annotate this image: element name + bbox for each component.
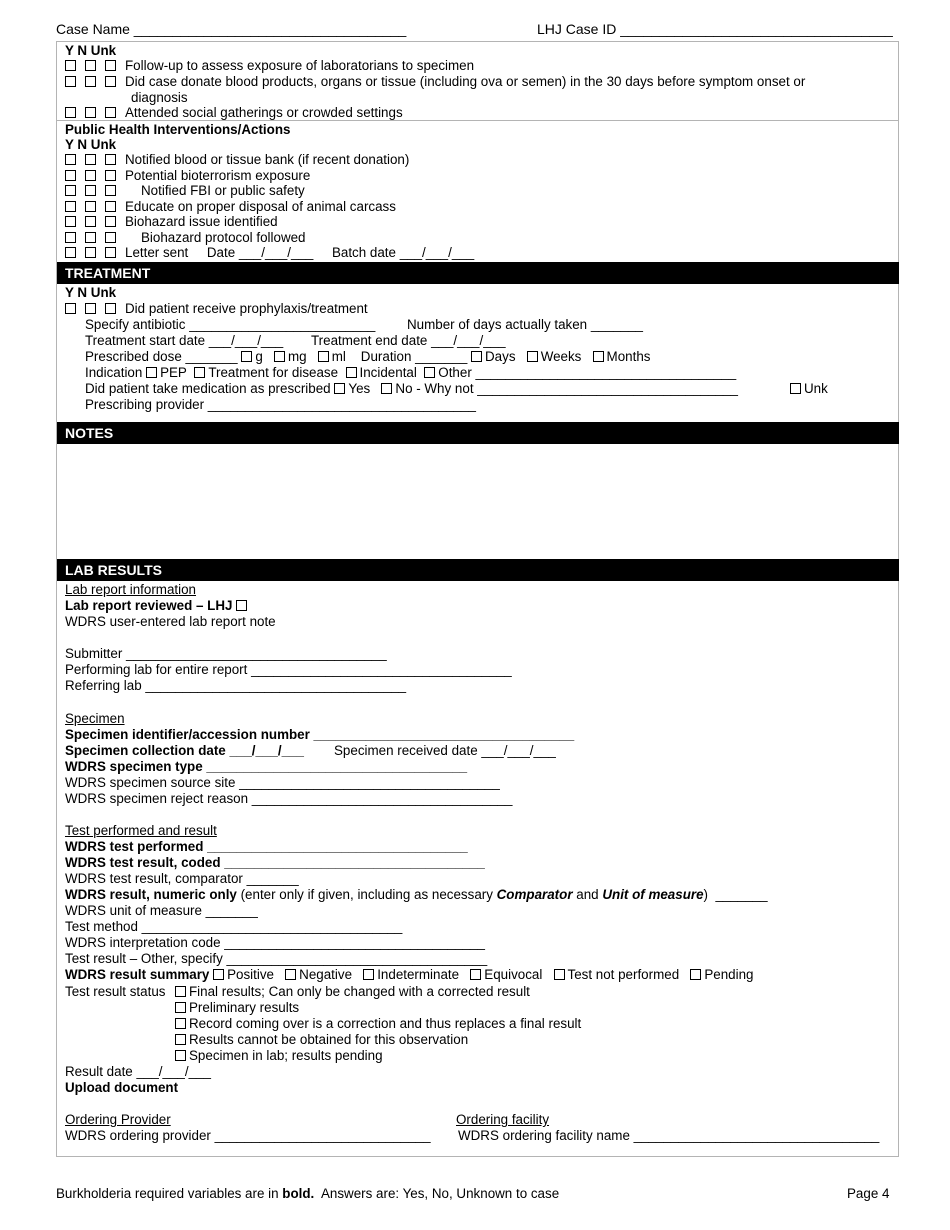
exposure-label: Follow-up to assess exposure of laboratorians to specimen bbox=[125, 58, 475, 73]
checkbox-unk[interactable] bbox=[105, 247, 116, 258]
numeric-and: and bbox=[572, 887, 603, 902]
ynu-header: Y N Unk bbox=[65, 137, 117, 152]
intervention-label: Letter sent Date ___/___/___ Batch date ___/___/___ bbox=[125, 245, 475, 260]
intervention-label: Notified blood or tissue bank (if recent donation) bbox=[125, 152, 410, 167]
status-option-row bbox=[175, 1000, 299, 1016]
checkbox-y[interactable] bbox=[65, 107, 76, 118]
status-option-label: Preliminary results bbox=[189, 1000, 300, 1015]
exposure-row-lab-followup bbox=[65, 58, 474, 74]
summary-not-performed-checkbox[interactable] bbox=[554, 969, 565, 980]
months-label: Months bbox=[606, 349, 651, 364]
lab-report-reviewed-checkbox[interactable] bbox=[236, 600, 247, 611]
ordering-provider-field[interactable]: WDRS ordering provider _____________________________ bbox=[65, 1128, 431, 1143]
summary-option: Positive bbox=[227, 967, 274, 982]
specify-antibiotic-field[interactable]: Specify antibiotic _________________________ bbox=[85, 317, 376, 332]
checkbox-y[interactable] bbox=[65, 154, 76, 165]
case-name-field[interactable]: Case Name ___________________________________ bbox=[56, 21, 407, 37]
checkbox-y[interactable] bbox=[65, 303, 76, 314]
lhj-case-id-field[interactable]: LHJ Case ID ___________________________________ bbox=[537, 21, 893, 37]
unit-ml-checkbox[interactable] bbox=[318, 351, 329, 362]
summary-option: Negative bbox=[299, 967, 353, 982]
referring-lab-field[interactable]: Referring lab ___________________________________ bbox=[65, 678, 407, 693]
treatment-for-disease-checkbox[interactable] bbox=[194, 367, 205, 378]
exposure-label-continued: diagnosis bbox=[131, 90, 188, 105]
summary-option: Test not performed bbox=[567, 967, 680, 982]
footer-note-bold: bold. bbox=[282, 1186, 315, 1201]
unit-of-measure-field[interactable]: WDRS unit of measure _______ bbox=[65, 903, 258, 918]
pep-label: PEP bbox=[160, 365, 187, 380]
unit-mg-checkbox[interactable] bbox=[274, 351, 285, 362]
accession-number-field[interactable]: Specimen identifier/accession number ___________________________________ bbox=[65, 727, 575, 742]
test-performed-field[interactable]: WDRS test performed ___________________________________ bbox=[65, 839, 468, 854]
checkbox-y[interactable] bbox=[65, 170, 76, 181]
lab-report-reviewed-label: Lab report reviewed – LHJ bbox=[65, 598, 233, 613]
intervention-label: Biohazard issue identified bbox=[125, 214, 278, 229]
intervention-row bbox=[65, 214, 278, 230]
checkbox-unk[interactable] bbox=[105, 170, 116, 181]
status-option-row bbox=[175, 1032, 468, 1048]
specimen-source-site-field[interactable]: WDRS specimen source site ___________________________________ bbox=[65, 775, 500, 790]
unit-mg-label: mg bbox=[287, 349, 307, 364]
checkbox-n[interactable] bbox=[85, 201, 96, 212]
footer-note-b: Answers are: Yes, No, Unknown to case bbox=[314, 1186, 560, 1201]
status-option-row bbox=[175, 1048, 383, 1064]
intervention-row bbox=[65, 183, 305, 199]
indication-label: Indication bbox=[85, 365, 143, 380]
status-checkbox[interactable] bbox=[175, 1050, 186, 1061]
intervention-row bbox=[65, 230, 306, 246]
performing-lab-field[interactable]: Performing lab for entire report ___________________________________ bbox=[65, 662, 512, 677]
pep-checkbox[interactable] bbox=[146, 367, 157, 378]
lab-report-reviewed-row bbox=[65, 598, 250, 614]
status-checkbox[interactable] bbox=[175, 1018, 186, 1029]
numeric-end: ) _______ bbox=[703, 887, 768, 902]
footer-note-a: Burkholderia required variables are in bbox=[56, 1186, 283, 1201]
ordering-facility-heading: Ordering facility bbox=[456, 1112, 550, 1127]
intervention-row bbox=[65, 245, 474, 261]
exposure-label: Did case donate blood products, organs or tissue (including ova or semen) in the 30 days before symptom onset or bbox=[125, 74, 806, 89]
summary-option: Indeterminate bbox=[377, 967, 460, 982]
status-checkbox[interactable] bbox=[175, 1002, 186, 1013]
duration-field[interactable]: Duration _______ bbox=[360, 349, 468, 364]
summary-negative-checkbox[interactable] bbox=[285, 969, 296, 980]
notes-section-header: NOTES bbox=[57, 422, 899, 444]
numeric-note: (enter only if given, including as necessary bbox=[236, 887, 497, 902]
summary-pending-checkbox[interactable] bbox=[690, 969, 701, 980]
incidental-label: Incidental bbox=[359, 365, 417, 380]
interpretation-code-field[interactable]: WDRS interpretation code ___________________________________ bbox=[65, 935, 485, 950]
treatment-received-row bbox=[65, 301, 368, 317]
months-checkbox[interactable] bbox=[593, 351, 604, 362]
result-summary-row bbox=[65, 967, 753, 983]
days-label: Days bbox=[485, 349, 516, 364]
checkbox-y[interactable] bbox=[65, 76, 76, 87]
summary-option: Pending bbox=[704, 967, 754, 982]
intervention-label: Biohazard protocol followed bbox=[141, 230, 306, 245]
checkbox-unk[interactable] bbox=[105, 60, 116, 71]
test-heading: Test performed and result bbox=[65, 823, 217, 838]
checkbox-unk[interactable] bbox=[105, 303, 116, 314]
as-prescribed-unk bbox=[790, 381, 828, 397]
checkbox-unk[interactable] bbox=[105, 232, 116, 243]
as-prescribed-yes-checkbox[interactable] bbox=[334, 383, 345, 394]
ynu-header: Y N Unk bbox=[65, 285, 117, 300]
summary-indeterminate-checkbox[interactable] bbox=[363, 969, 374, 980]
days-taken-field[interactable]: Number of days actually taken _______ bbox=[407, 317, 643, 332]
checkbox-n[interactable] bbox=[85, 60, 96, 71]
checkbox-n[interactable] bbox=[85, 232, 96, 243]
intervention-row bbox=[65, 152, 409, 168]
test-method-field[interactable]: Test method ___________________________________ bbox=[65, 919, 403, 934]
unit-ml-label: ml bbox=[331, 349, 346, 364]
checkbox-unk[interactable] bbox=[105, 216, 116, 227]
checkbox-unk[interactable] bbox=[105, 185, 116, 196]
submitter-field[interactable]: Submitter ___________________________________ bbox=[65, 646, 387, 661]
as-prescribed-label: Did patient take medication as prescribed bbox=[85, 381, 331, 396]
checkbox-n[interactable] bbox=[85, 170, 96, 181]
specimen-heading: Specimen bbox=[65, 711, 125, 726]
notes-area[interactable] bbox=[57, 444, 899, 559]
intervention-label: Potential bioterrorism exposure bbox=[125, 168, 311, 183]
checkbox-y[interactable] bbox=[65, 216, 76, 227]
numeric-unit: Unit of measure bbox=[602, 887, 704, 902]
page-number: Page 4 bbox=[847, 1186, 890, 1201]
checkbox-unk[interactable] bbox=[105, 76, 116, 87]
intervention-row bbox=[65, 199, 396, 215]
intervention-label: Notified FBI or public safety bbox=[141, 183, 305, 198]
specimen-type-field[interactable]: WDRS specimen type ___________________________________ bbox=[65, 759, 468, 774]
as-prescribed-no-checkbox[interactable] bbox=[381, 383, 392, 394]
status-option-row bbox=[175, 984, 530, 1000]
summary-equivocal-checkbox[interactable] bbox=[470, 969, 481, 980]
treatment-end-date-field[interactable]: Treatment end date ___/___/___ bbox=[311, 333, 506, 348]
checkbox-y[interactable] bbox=[65, 247, 76, 258]
intervention-row bbox=[65, 168, 310, 184]
checkbox-y[interactable] bbox=[65, 232, 76, 243]
treatment-start-date-field[interactable]: Treatment start date ___/___/___ bbox=[85, 333, 284, 348]
status-option-label: Record coming over is a correction and thus replaces a final result bbox=[189, 1016, 582, 1031]
numeric-result-row[interactable] bbox=[65, 887, 768, 903]
summary-positive-checkbox[interactable] bbox=[213, 969, 224, 980]
comparator-field[interactable]: WDRS test result, comparator _______ bbox=[65, 871, 299, 886]
yes-label: Yes bbox=[348, 381, 371, 396]
result-summary-label: WDRS result summary bbox=[65, 967, 210, 982]
checkbox-unk[interactable] bbox=[105, 154, 116, 165]
checkbox-n[interactable] bbox=[85, 216, 96, 227]
exposure-row-gatherings bbox=[65, 105, 403, 121]
ordering-facility-field[interactable]: WDRS ordering facility name _________________________________ bbox=[458, 1128, 880, 1143]
lab-user-note-field[interactable]: WDRS user-entered lab report note bbox=[65, 614, 276, 629]
numeric-label: WDRS result, numeric only bbox=[65, 887, 237, 902]
treatment-section-header: TREATMENT bbox=[57, 262, 899, 284]
days-checkbox[interactable] bbox=[471, 351, 482, 362]
as-prescribed-unk-checkbox[interactable] bbox=[790, 383, 801, 394]
result-status-label: Test result status bbox=[65, 984, 166, 999]
other-checkbox[interactable] bbox=[424, 367, 435, 378]
indication-row bbox=[85, 365, 736, 381]
checkbox-n[interactable] bbox=[85, 247, 96, 258]
result-other-field[interactable]: Test result – Other, specify ___________________________________ bbox=[65, 951, 488, 966]
checkbox-n[interactable] bbox=[85, 185, 96, 196]
collection-date-field[interactable]: Specimen collection date ___/___/___ bbox=[65, 743, 304, 758]
unk-label: Unk bbox=[804, 381, 828, 396]
weeks-checkbox[interactable] bbox=[527, 351, 538, 362]
no-why-field[interactable]: No - Why not ___________________________________ bbox=[395, 381, 738, 396]
treatment-for-disease-label: Treatment for disease bbox=[208, 365, 339, 380]
exposure-row-donation bbox=[65, 74, 805, 90]
checkbox-n[interactable] bbox=[85, 76, 96, 87]
checkbox-unk[interactable] bbox=[105, 201, 116, 212]
status-checkbox[interactable] bbox=[175, 986, 186, 997]
result-date-field[interactable]: Result date ___/___/___ bbox=[65, 1064, 211, 1079]
lab-results-section-header: LAB RESULTS bbox=[57, 559, 899, 581]
summary-option: Equivocal bbox=[484, 967, 543, 982]
footer-note bbox=[56, 1186, 559, 1201]
ynu-header: Y N Unk bbox=[65, 43, 117, 58]
prescribing-provider-field[interactable]: Prescribing provider ____________________________________ bbox=[85, 397, 476, 412]
ordering-provider-heading: Ordering Provider bbox=[65, 1112, 171, 1127]
checkbox-n[interactable] bbox=[85, 107, 96, 118]
checkbox-y[interactable] bbox=[65, 185, 76, 196]
status-checkbox[interactable] bbox=[175, 1034, 186, 1045]
received-date-field[interactable]: Specimen received date ___/___/___ bbox=[334, 743, 556, 758]
status-option-row bbox=[175, 1016, 581, 1032]
checkbox-y[interactable] bbox=[65, 60, 76, 71]
status-option-label: Final results; Can only be changed with a corrected result bbox=[189, 984, 530, 999]
checkbox-n[interactable] bbox=[85, 303, 96, 314]
status-option-label: Specimen in lab; results pending bbox=[189, 1048, 383, 1063]
lab-report-info-heading: Lab report information bbox=[65, 582, 197, 597]
checkbox-n[interactable] bbox=[85, 154, 96, 165]
exposure-label: Attended social gatherings or crowded settings bbox=[125, 105, 403, 120]
numeric-comparator: Comparator bbox=[496, 887, 573, 902]
as-prescribed-row bbox=[85, 381, 738, 397]
unit-g-label: g bbox=[255, 349, 263, 364]
result-coded-field[interactable]: WDRS test result, coded ___________________________________ bbox=[65, 855, 485, 870]
dose-row bbox=[85, 349, 650, 365]
intervention-label: Educate on proper disposal of animal carcass bbox=[125, 199, 396, 214]
checkbox-y[interactable] bbox=[65, 201, 76, 212]
unit-g-checkbox[interactable] bbox=[241, 351, 252, 362]
incidental-checkbox[interactable] bbox=[346, 367, 357, 378]
status-option-label: Results cannot be obtained for this observation bbox=[189, 1032, 469, 1047]
upload-document-label[interactable]: Upload document bbox=[65, 1080, 179, 1095]
weeks-label: Weeks bbox=[540, 349, 582, 364]
prescribed-dose-field[interactable]: Prescribed dose _______ bbox=[85, 349, 238, 364]
treatment-received-label: Did patient receive prophylaxis/treatment bbox=[125, 301, 368, 316]
checkbox-unk[interactable] bbox=[105, 107, 116, 118]
other-field[interactable]: Other ___________________________________ bbox=[438, 365, 737, 380]
divider bbox=[57, 120, 899, 121]
specimen-reject-reason-field[interactable]: WDRS specimen reject reason ___________________________________ bbox=[65, 791, 513, 806]
interventions-title: Public Health Interventions/Actions bbox=[65, 122, 291, 137]
